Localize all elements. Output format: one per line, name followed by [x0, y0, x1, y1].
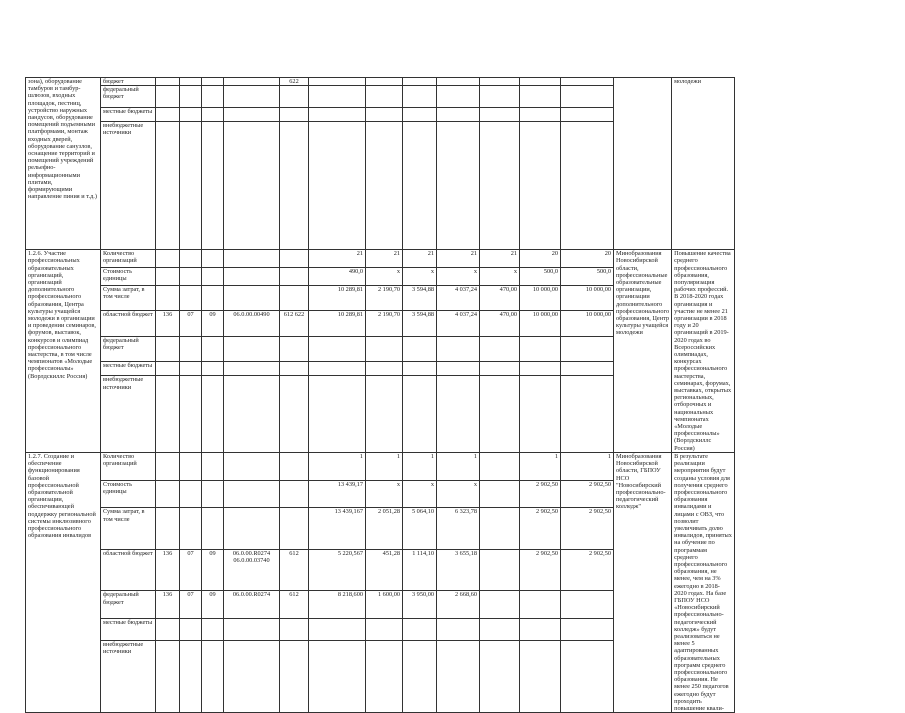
data-cell — [224, 86, 280, 108]
data-cell — [202, 78, 224, 86]
data-cell — [224, 336, 280, 362]
data-cell — [520, 78, 561, 86]
data-cell — [520, 122, 561, 250]
data-cell: 1 — [403, 452, 437, 480]
data-cell — [480, 122, 520, 250]
row-label-cell: Стоимость единицы — [101, 480, 156, 508]
data-cell: 2 190,70 — [366, 311, 403, 337]
data-cell: 21 — [366, 250, 403, 268]
activity-name-cell: зона), оборудование тамбуров и тамбур-шлюзов, входных площадок, пестниц, устройство наружных пандусов, оборудование помещений подъемными платформами, монтаж входных дверей, оборудование санузлов, оснащение территорий и помещений учреждений рельефно-информационными плитами, формирующими направление пиния и т.д.) — [26, 78, 101, 250]
data-cell: 500,0 — [520, 268, 561, 286]
data-cell: 2 902,50 — [561, 549, 614, 591]
data-cell — [561, 362, 614, 376]
data-cell — [180, 336, 202, 362]
data-cell: x — [437, 480, 480, 508]
data-cell — [180, 78, 202, 86]
data-cell — [224, 640, 280, 712]
row-label-cell: внебюджетные источники — [101, 376, 156, 453]
row-label-cell: внебюджетные источники — [101, 640, 156, 712]
row-label-cell: Сумма затрат, в том числе — [101, 508, 156, 550]
data-cell — [224, 78, 280, 86]
data-cell: 3 950,00 — [403, 591, 437, 619]
data-cell — [180, 619, 202, 641]
data-cell — [437, 336, 480, 362]
data-cell — [480, 336, 520, 362]
data-cell: 1 114,10 — [403, 549, 437, 591]
data-cell — [520, 591, 561, 619]
data-cell: 20 — [520, 250, 561, 268]
data-cell — [280, 122, 309, 250]
row-label-cell: Количество организаций — [101, 452, 156, 480]
data-cell — [224, 285, 280, 311]
data-cell — [156, 268, 180, 286]
data-cell: 500,0 — [561, 268, 614, 286]
data-cell — [480, 619, 520, 641]
data-cell — [156, 250, 180, 268]
data-cell — [480, 108, 520, 122]
data-cell — [480, 452, 520, 480]
data-cell — [156, 640, 180, 712]
data-cell: 06.0.00.00490 — [224, 311, 280, 337]
data-cell — [561, 78, 614, 86]
data-cell: 10 289,81 — [309, 285, 366, 311]
data-cell: 13 439,167 — [309, 508, 366, 550]
data-cell — [309, 108, 366, 122]
data-cell: 490,0 — [309, 268, 366, 286]
data-cell — [403, 122, 437, 250]
data-cell: 06.0.00.R0274 06.0.00.03740 — [224, 549, 280, 591]
data-cell — [403, 619, 437, 641]
data-cell — [202, 268, 224, 286]
row-label-cell: Сумма затрат, в том числе — [101, 285, 156, 311]
data-cell — [366, 86, 403, 108]
data-cell: 2 190,70 — [366, 285, 403, 311]
data-cell: 8 218,600 — [309, 591, 366, 619]
data-cell — [156, 86, 180, 108]
document-table-wrapper — [25, 77, 853, 713]
data-cell: 20 — [561, 250, 614, 268]
data-cell: 2 051,28 — [366, 508, 403, 550]
data-cell: 622 — [280, 78, 309, 86]
data-cell — [202, 336, 224, 362]
data-cell: 136 — [156, 549, 180, 591]
result-cell: В результате реализации мероприятия будут созданы условия для получения среднего профессионального образования инвалидами и лицами с ОВЗ, что позволит увеличивать долю инвалидов, принятых на обучение по программам среднего профессионального образования, не менее, чем на 3% ежегодно в 2018-2020 годах. На базе ГБПОУ НСО «Новосибирский профессионально-педагогический колледж» будут реализоваться не менее 5 адаптированных образовательных программ среднего профессионального образования. Не менее 250 педагогов ежегодно будут проходить повышение квали- — [672, 452, 735, 712]
data-cell — [309, 376, 366, 453]
data-cell — [309, 86, 366, 108]
data-cell — [156, 122, 180, 250]
data-cell — [224, 268, 280, 286]
data-cell — [180, 250, 202, 268]
data-cell — [224, 376, 280, 453]
data-cell: x — [366, 268, 403, 286]
data-cell — [480, 78, 520, 86]
data-cell — [156, 336, 180, 362]
result-cell: молодежи — [672, 78, 735, 250]
data-cell: 21 — [309, 250, 366, 268]
data-cell: 612 — [280, 591, 309, 619]
data-cell: 09 — [202, 549, 224, 591]
data-cell: 10 000,00 — [561, 285, 614, 311]
data-cell: 136 — [156, 591, 180, 619]
data-cell — [280, 640, 309, 712]
activity-name-cell: 1.2.7. Создание и обеспечение функционирования базовой профессиональной образовательной организации, обеспечивающей поддержку региональной системы инклюзивного профессионального образования инвалидов — [26, 452, 101, 712]
data-cell — [366, 336, 403, 362]
data-cell — [224, 619, 280, 641]
data-cell — [180, 86, 202, 108]
data-cell: 136 — [156, 311, 180, 337]
data-cell — [280, 480, 309, 508]
data-cell — [437, 376, 480, 453]
data-cell — [202, 508, 224, 550]
row-label-cell: федеральный бюджет — [101, 336, 156, 362]
data-cell — [520, 336, 561, 362]
data-cell — [437, 108, 480, 122]
data-cell — [280, 86, 309, 108]
data-cell — [520, 86, 561, 108]
data-cell: 2 902,50 — [520, 549, 561, 591]
executor-cell — [614, 78, 672, 250]
data-cell — [309, 336, 366, 362]
data-cell: 21 — [403, 250, 437, 268]
data-cell — [480, 362, 520, 376]
data-cell: 07 — [180, 591, 202, 619]
data-cell — [480, 480, 520, 508]
data-cell — [280, 268, 309, 286]
data-cell: 2 902,50 — [561, 480, 614, 508]
table-row — [26, 250, 853, 268]
data-cell: 5 064,10 — [403, 508, 437, 550]
data-cell: 10 289,81 — [309, 311, 366, 337]
data-cell — [403, 336, 437, 362]
data-cell — [180, 640, 202, 712]
data-cell — [224, 480, 280, 508]
data-cell: 3 594,88 — [403, 285, 437, 311]
data-cell — [224, 122, 280, 250]
data-cell — [280, 108, 309, 122]
data-cell — [366, 362, 403, 376]
data-cell: 13 439,17 — [309, 480, 366, 508]
row-label-cell: Стоимость единицы — [101, 268, 156, 286]
data-cell — [403, 362, 437, 376]
data-cell — [280, 285, 309, 311]
data-cell — [224, 250, 280, 268]
data-cell: 1 — [437, 452, 480, 480]
program-table — [25, 77, 853, 713]
data-cell — [480, 86, 520, 108]
data-cell — [561, 591, 614, 619]
data-cell — [280, 376, 309, 453]
data-cell — [366, 108, 403, 122]
data-cell: x — [480, 268, 520, 286]
data-cell — [309, 640, 366, 712]
row-label-cell: бюджет — [101, 78, 156, 86]
data-cell: x — [403, 480, 437, 508]
data-cell: 21 — [480, 250, 520, 268]
executor-cell: Минобразования Новосибирской области, ГБПОУ НСО "Новосибирский профессионально-педагогический колледж" — [614, 452, 672, 712]
data-cell — [280, 362, 309, 376]
data-cell — [224, 452, 280, 480]
row-label-cell: Количество организаций — [101, 250, 156, 268]
data-cell: 3 594,88 — [403, 311, 437, 337]
data-cell — [156, 108, 180, 122]
data-cell — [180, 108, 202, 122]
data-cell: 06.0.00.R0274 — [224, 591, 280, 619]
data-cell — [403, 78, 437, 86]
data-cell: 4 037,24 — [437, 311, 480, 337]
data-cell — [437, 619, 480, 641]
data-cell: 6 323,78 — [437, 508, 480, 550]
data-cell — [180, 508, 202, 550]
data-cell — [180, 285, 202, 311]
data-cell: 2 668,60 — [437, 591, 480, 619]
data-cell — [366, 640, 403, 712]
data-cell — [403, 640, 437, 712]
data-cell — [561, 640, 614, 712]
row-label-cell: местные бюджеты — [101, 619, 156, 641]
data-cell — [156, 480, 180, 508]
data-cell: 2 902,50 — [561, 508, 614, 550]
data-cell: 5 220,567 — [309, 549, 366, 591]
data-cell: 10 000,00 — [561, 311, 614, 337]
data-cell: 1 — [561, 452, 614, 480]
data-cell — [224, 508, 280, 550]
data-cell — [561, 376, 614, 453]
table-row — [26, 78, 853, 86]
data-cell — [156, 619, 180, 641]
data-cell — [309, 619, 366, 641]
data-cell — [366, 122, 403, 250]
data-cell — [437, 640, 480, 712]
data-cell: 1 — [309, 452, 366, 480]
data-cell: 21 — [437, 250, 480, 268]
data-cell: x — [403, 268, 437, 286]
data-cell — [366, 376, 403, 453]
data-cell: 470,00 — [480, 311, 520, 337]
data-cell — [520, 108, 561, 122]
data-cell: 3 655,18 — [437, 549, 480, 591]
data-cell — [224, 362, 280, 376]
data-cell — [180, 122, 202, 250]
data-cell — [561, 108, 614, 122]
executor-cell: Минобразования Новосибирской области, профессиональные образовательные организации, организации дополнительного профессионального образования, Центр культуры учащейся молодежи — [614, 250, 672, 453]
data-cell — [202, 86, 224, 108]
data-cell — [202, 250, 224, 268]
data-cell — [156, 285, 180, 311]
data-cell — [561, 336, 614, 362]
data-cell — [224, 108, 280, 122]
row-label-cell: местные бюджеты — [101, 108, 156, 122]
data-cell: 07 — [180, 549, 202, 591]
data-cell: 10 000,00 — [520, 311, 561, 337]
data-cell: x — [366, 480, 403, 508]
data-cell — [309, 362, 366, 376]
data-cell — [180, 362, 202, 376]
data-cell — [437, 86, 480, 108]
data-cell — [202, 108, 224, 122]
data-cell — [520, 362, 561, 376]
data-cell — [561, 619, 614, 641]
data-cell — [202, 452, 224, 480]
data-cell: 470,00 — [480, 285, 520, 311]
data-cell: 612 622 — [280, 311, 309, 337]
data-cell — [403, 376, 437, 453]
data-cell — [156, 376, 180, 453]
data-cell — [280, 336, 309, 362]
data-cell — [480, 549, 520, 591]
data-cell: 07 — [180, 311, 202, 337]
data-cell: 612 — [280, 549, 309, 591]
data-cell — [520, 376, 561, 453]
data-cell — [480, 376, 520, 453]
row-label-cell: областной бюджет — [101, 549, 156, 591]
data-cell — [202, 640, 224, 712]
row-label-cell: федеральный бюджет — [101, 591, 156, 619]
data-cell: 1 600,00 — [366, 591, 403, 619]
data-cell — [156, 362, 180, 376]
data-cell — [202, 376, 224, 453]
data-cell — [180, 376, 202, 453]
data-cell — [156, 452, 180, 480]
data-cell: 2 902,50 — [520, 480, 561, 508]
data-cell — [309, 122, 366, 250]
data-cell — [280, 508, 309, 550]
data-cell — [309, 78, 366, 86]
row-label-cell: внебюджетные источники — [101, 122, 156, 250]
data-cell: 451,28 — [366, 549, 403, 591]
data-cell: 09 — [202, 591, 224, 619]
data-cell — [366, 619, 403, 641]
data-cell — [280, 452, 309, 480]
data-cell: 1 — [520, 452, 561, 480]
data-cell — [561, 122, 614, 250]
data-cell — [520, 640, 561, 712]
data-cell — [202, 619, 224, 641]
row-label-cell: областной бюджет — [101, 311, 156, 337]
data-cell — [180, 480, 202, 508]
data-cell — [180, 452, 202, 480]
data-cell — [202, 480, 224, 508]
data-cell — [403, 86, 437, 108]
data-cell — [202, 285, 224, 311]
data-cell — [480, 640, 520, 712]
data-cell — [480, 508, 520, 550]
data-cell: 10 000,00 — [520, 285, 561, 311]
data-cell — [561, 86, 614, 108]
data-cell — [202, 122, 224, 250]
data-cell — [520, 619, 561, 641]
data-cell — [480, 591, 520, 619]
data-cell — [156, 508, 180, 550]
activity-name-cell: 1.2.6. Участие профессиональных образовательных организаций, организаций дополнительного профессионального образования, Центра культуры учащейся молодежи в организации и проведении семинаров, форумов, выставок, конкурсов и олимпиад профессионального мастерства, в том числе чемпионатов «Молодые профессионалы» (Ворлдскиллс Россия) — [26, 250, 101, 453]
data-cell — [437, 122, 480, 250]
data-cell — [202, 362, 224, 376]
data-cell — [437, 362, 480, 376]
data-cell — [180, 268, 202, 286]
data-cell: 2 902,50 — [520, 508, 561, 550]
data-cell — [280, 250, 309, 268]
row-label-cell: федеральный бюджет — [101, 86, 156, 108]
table-row — [26, 452, 853, 480]
data-cell: x — [437, 268, 480, 286]
data-cell — [366, 78, 403, 86]
data-cell: 1 — [366, 452, 403, 480]
data-cell — [403, 108, 437, 122]
data-cell: 4 037,24 — [437, 285, 480, 311]
row-label-cell: местные бюджеты — [101, 362, 156, 376]
data-cell — [156, 78, 180, 86]
result-cell: Повышение качества среднего профессионального образования, популяризация рабочих профессий. В 2018-2020 годах организация и участие не менее 21 организации в 2018 году и 20 организаций в 2019-2020 годах во Всероссийских олимпиадах, конкурсах профессионального мастерства, семинарах, форумах, выставках, открытых региональных, отборочных и национальных чемпионатах «Молодые профессионалы» (Ворлдскиллс Россия) — [672, 250, 735, 453]
data-cell: 09 — [202, 311, 224, 337]
data-cell — [437, 78, 480, 86]
data-cell — [280, 619, 309, 641]
